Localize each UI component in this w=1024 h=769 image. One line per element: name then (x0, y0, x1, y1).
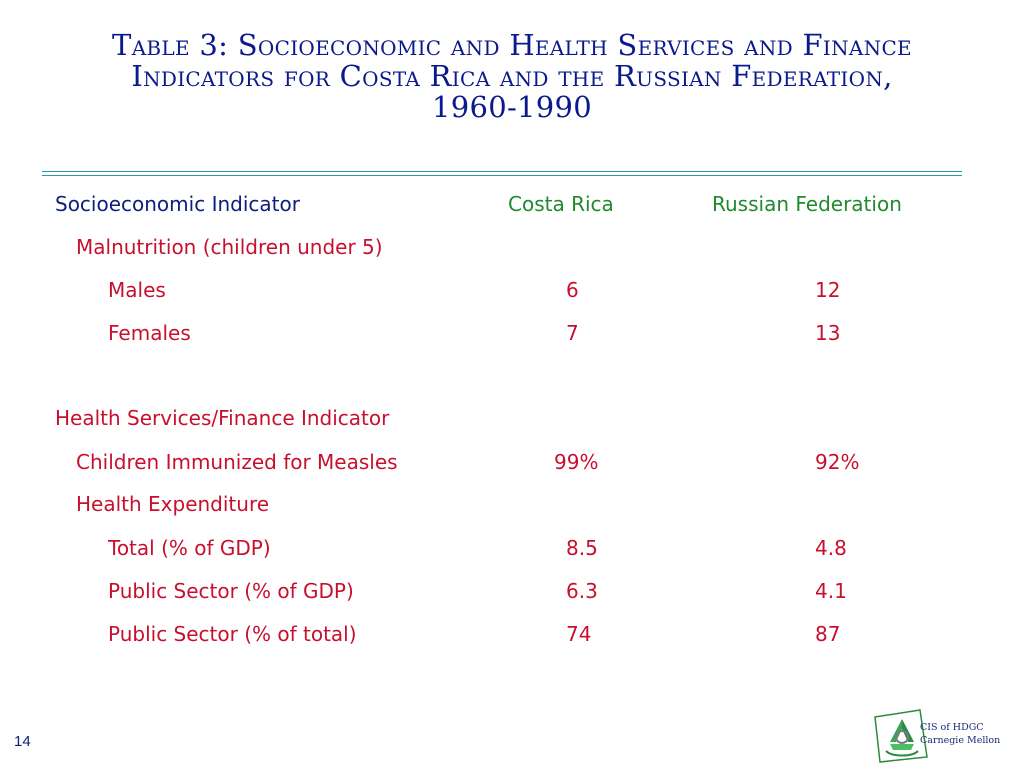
cell-total-gdp-costa-rica: 8.5 (566, 536, 598, 560)
cell-public-gdp-costa-rica: 6.3 (566, 579, 598, 603)
logo-line-2: Carnegie Mellon (920, 735, 1001, 746)
section-health-services: Health Services/Finance Indicator (55, 406, 390, 430)
cell-males-costa-rica: 6 (566, 278, 579, 302)
logo-caption (920, 721, 1000, 747)
cell-females-costa-rica: 7 (566, 321, 579, 345)
row-label-total-gdp: Total (% of GDP) (108, 536, 271, 560)
row-label-males: Males (108, 278, 166, 302)
header-russia: Russian Federation (712, 192, 902, 216)
row-label-females: Females (108, 321, 191, 345)
slide-number: 14 (14, 733, 31, 750)
divider-rule-bottom (42, 175, 962, 176)
header-indicator: Socioeconomic Indicator (55, 192, 300, 216)
title-line-1: Table 3: Socioeconomic and Health Services and Finance (112, 28, 912, 62)
cell-males-russia: 12 (815, 278, 841, 302)
row-label-public-total: Public Sector (% of total) (108, 622, 357, 646)
row-label-public-gdp: Public Sector (% of GDP) (108, 579, 354, 603)
row-label-health-expenditure: Health Expenditure (76, 492, 270, 516)
cell-measles-costa-rica: 99% (554, 450, 599, 474)
slide-title (40, 30, 984, 123)
cell-measles-russia: 92% (815, 450, 860, 474)
cell-females-russia: 13 (815, 321, 841, 345)
logo-line-1: CIS of HDGC (920, 722, 984, 733)
cell-public-total-russia: 87 (815, 622, 841, 646)
divider-rule-top (42, 171, 962, 172)
header-costa-rica: Costa Rica (508, 192, 614, 216)
title-line-2: Indicators for Costa Rica and the Russian Federation, (131, 59, 893, 93)
row-label-measles: Children Immunized for Measles (76, 450, 398, 474)
title-line-3: 1960-1990 (431, 90, 593, 124)
cell-public-total-costa-rica: 74 (566, 622, 592, 646)
row-label-malnutrition: Malnutrition (children under 5) (76, 235, 383, 259)
cell-total-gdp-russia: 4.8 (815, 536, 847, 560)
cell-public-gdp-russia: 4.1 (815, 579, 847, 603)
